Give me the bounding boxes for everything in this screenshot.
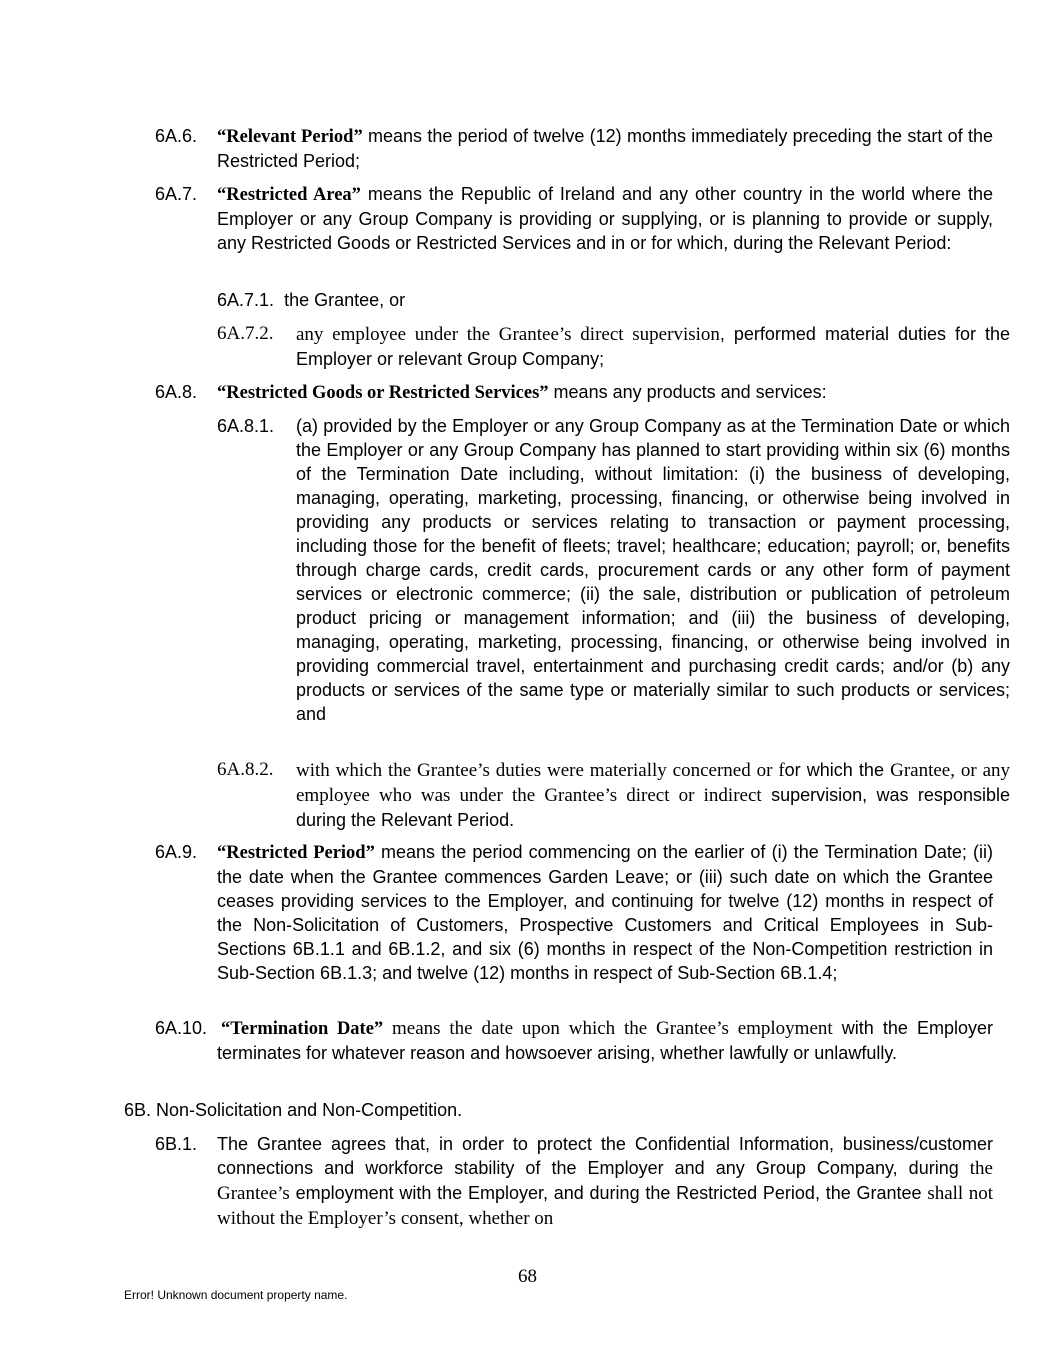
clause-text-a: or which the (784, 760, 884, 780)
clause-number: 6A.7.2. (217, 323, 274, 344)
clause-text: with the Employer terminates for whatever reason and howsoever arising, whether lawfully or unlawfully. (217, 1018, 993, 1063)
clause-text: means the Republic of Ireland and any other country in the world where the Employer or any Group Company is providing or supplying, or is planning to provide or supply, any Restricted Goods or Restricted Services and in or for which, during the Relevant Period: (217, 184, 993, 253)
clause-text: means the period commencing on the earlier of (i) the Termination Date; (ii) the date when the Grantee commences Garden Leave; or (iii) such date on which the Grantee ceases providing services to the Employer, and continuing for twelve (12) months in respect of the Non-Solicitation of Customers, Prospective Customers and Critical Employees in Sub-Sections 6B.1.1 and 6B.1.2, and six (6) months in respect of the Non-Competition restriction in Sub-Section 6B.1.3; and twelve (12) months in respect of Sub-Section 6B.1.4; (217, 842, 993, 983)
clause-6A8 (155, 380, 993, 405)
clause-6A72 (217, 322, 1010, 371)
clause-text: means the period of twelve (12) months immediately preceding the start of the Restricted Period; (217, 126, 993, 171)
clause-6A10 (155, 1016, 993, 1065)
clause-number: 6A.8. (155, 382, 198, 402)
page-number: 68 (518, 1266, 537, 1287)
clause-number: 6A.6. (155, 126, 198, 146)
clause-number: 6A.9. (155, 842, 198, 862)
clause-6A71 (217, 288, 931, 312)
clause-text-serif: the Grantee’s (217, 1158, 993, 1204)
defined-term: “Termination Date” (221, 1019, 384, 1039)
clause-6A81 (217, 414, 1010, 726)
clause-number: 6A.7. (155, 184, 198, 204)
defined-term: “Restricted Period” (217, 843, 375, 863)
clause-6A6 (155, 124, 993, 173)
clause-number: 6A.8.2. (217, 759, 274, 780)
clause-text-serif: with which the Grantee’s duties were materially concerned or f (296, 760, 785, 781)
clause-text-b: employment with the Employer, and during the Restricted Period, the Grantee (289, 1183, 928, 1203)
clause-6A82 (217, 758, 1010, 832)
clause-6A9 (155, 840, 993, 985)
clause-text: The Grantee agrees that, in order to protect the Confidential Information, business/customer connections and workforce stability of the Employer and any Group Company, during (217, 1134, 993, 1178)
clause-number: 6A.7.1. (217, 290, 275, 310)
clause-text: supervision, was responsible during the Relevant Period. (296, 785, 1010, 830)
defined-term: “Relevant Period” (217, 127, 363, 147)
defined-term: “Restricted Goods or Restricted Services” (217, 383, 549, 403)
section-heading-6B: 6B. Non-Solicitation and Non-Competition. (124, 1100, 463, 1120)
clause-number: 6A.8.1. (217, 416, 275, 436)
clause-number: 6B.1. (155, 1134, 198, 1154)
clause-text-serif-b: shall not without the Employer’s consent, whether on (217, 1183, 993, 1229)
clause-text: means any products and services: (548, 382, 827, 402)
clause-text: , performed material duties for the Employer or relevant Group Company; (296, 324, 1011, 369)
clause-number: 6A.10. (155, 1018, 208, 1038)
clause-text: (a) provided by the Employer or any Group Company as at the Termination Date or which the Employer or any Group Company has planned to start providing within six (6) months of the Termination Date including, without limitation: (i) the business of developing, managing, operating, marketing, processing, financing, or otherwise being involved in providing any products or services relating to transaction or payment processing, including those for the benefit of fleets; travel; healthcare; education; payroll; or, benefits through charge cards, credit cards, procurement cards or any other form of payment services or electronic commerce; (ii) the sale, distribution or publication of petroleum product pricing or management information; and (iii) the business of developing, managing, operating, marketing, processing, financing, or otherwise being involved in providing commercial travel, entertainment and purchasing credit cards; and/or (b) any products or services of the same type or materially similar to such products or services; and (296, 416, 1010, 724)
clause-text: the Grantee, or (284, 290, 406, 310)
clause-text-serif-b: Grantee, or any employee who was under the Grantee’s direct or indirect (296, 760, 1010, 806)
footer-note: Error! Unknown document property name. (124, 1288, 348, 1302)
clause-text-serif: any employee under the Grantee’s direct supervision (296, 324, 720, 345)
clause-6A7 (155, 182, 993, 255)
defined-term: “Restricted Area” (217, 185, 361, 205)
clause-text-serif: means the date upon which the Grantee’s employment (383, 1018, 833, 1039)
clause-6B1 (155, 1132, 993, 1231)
